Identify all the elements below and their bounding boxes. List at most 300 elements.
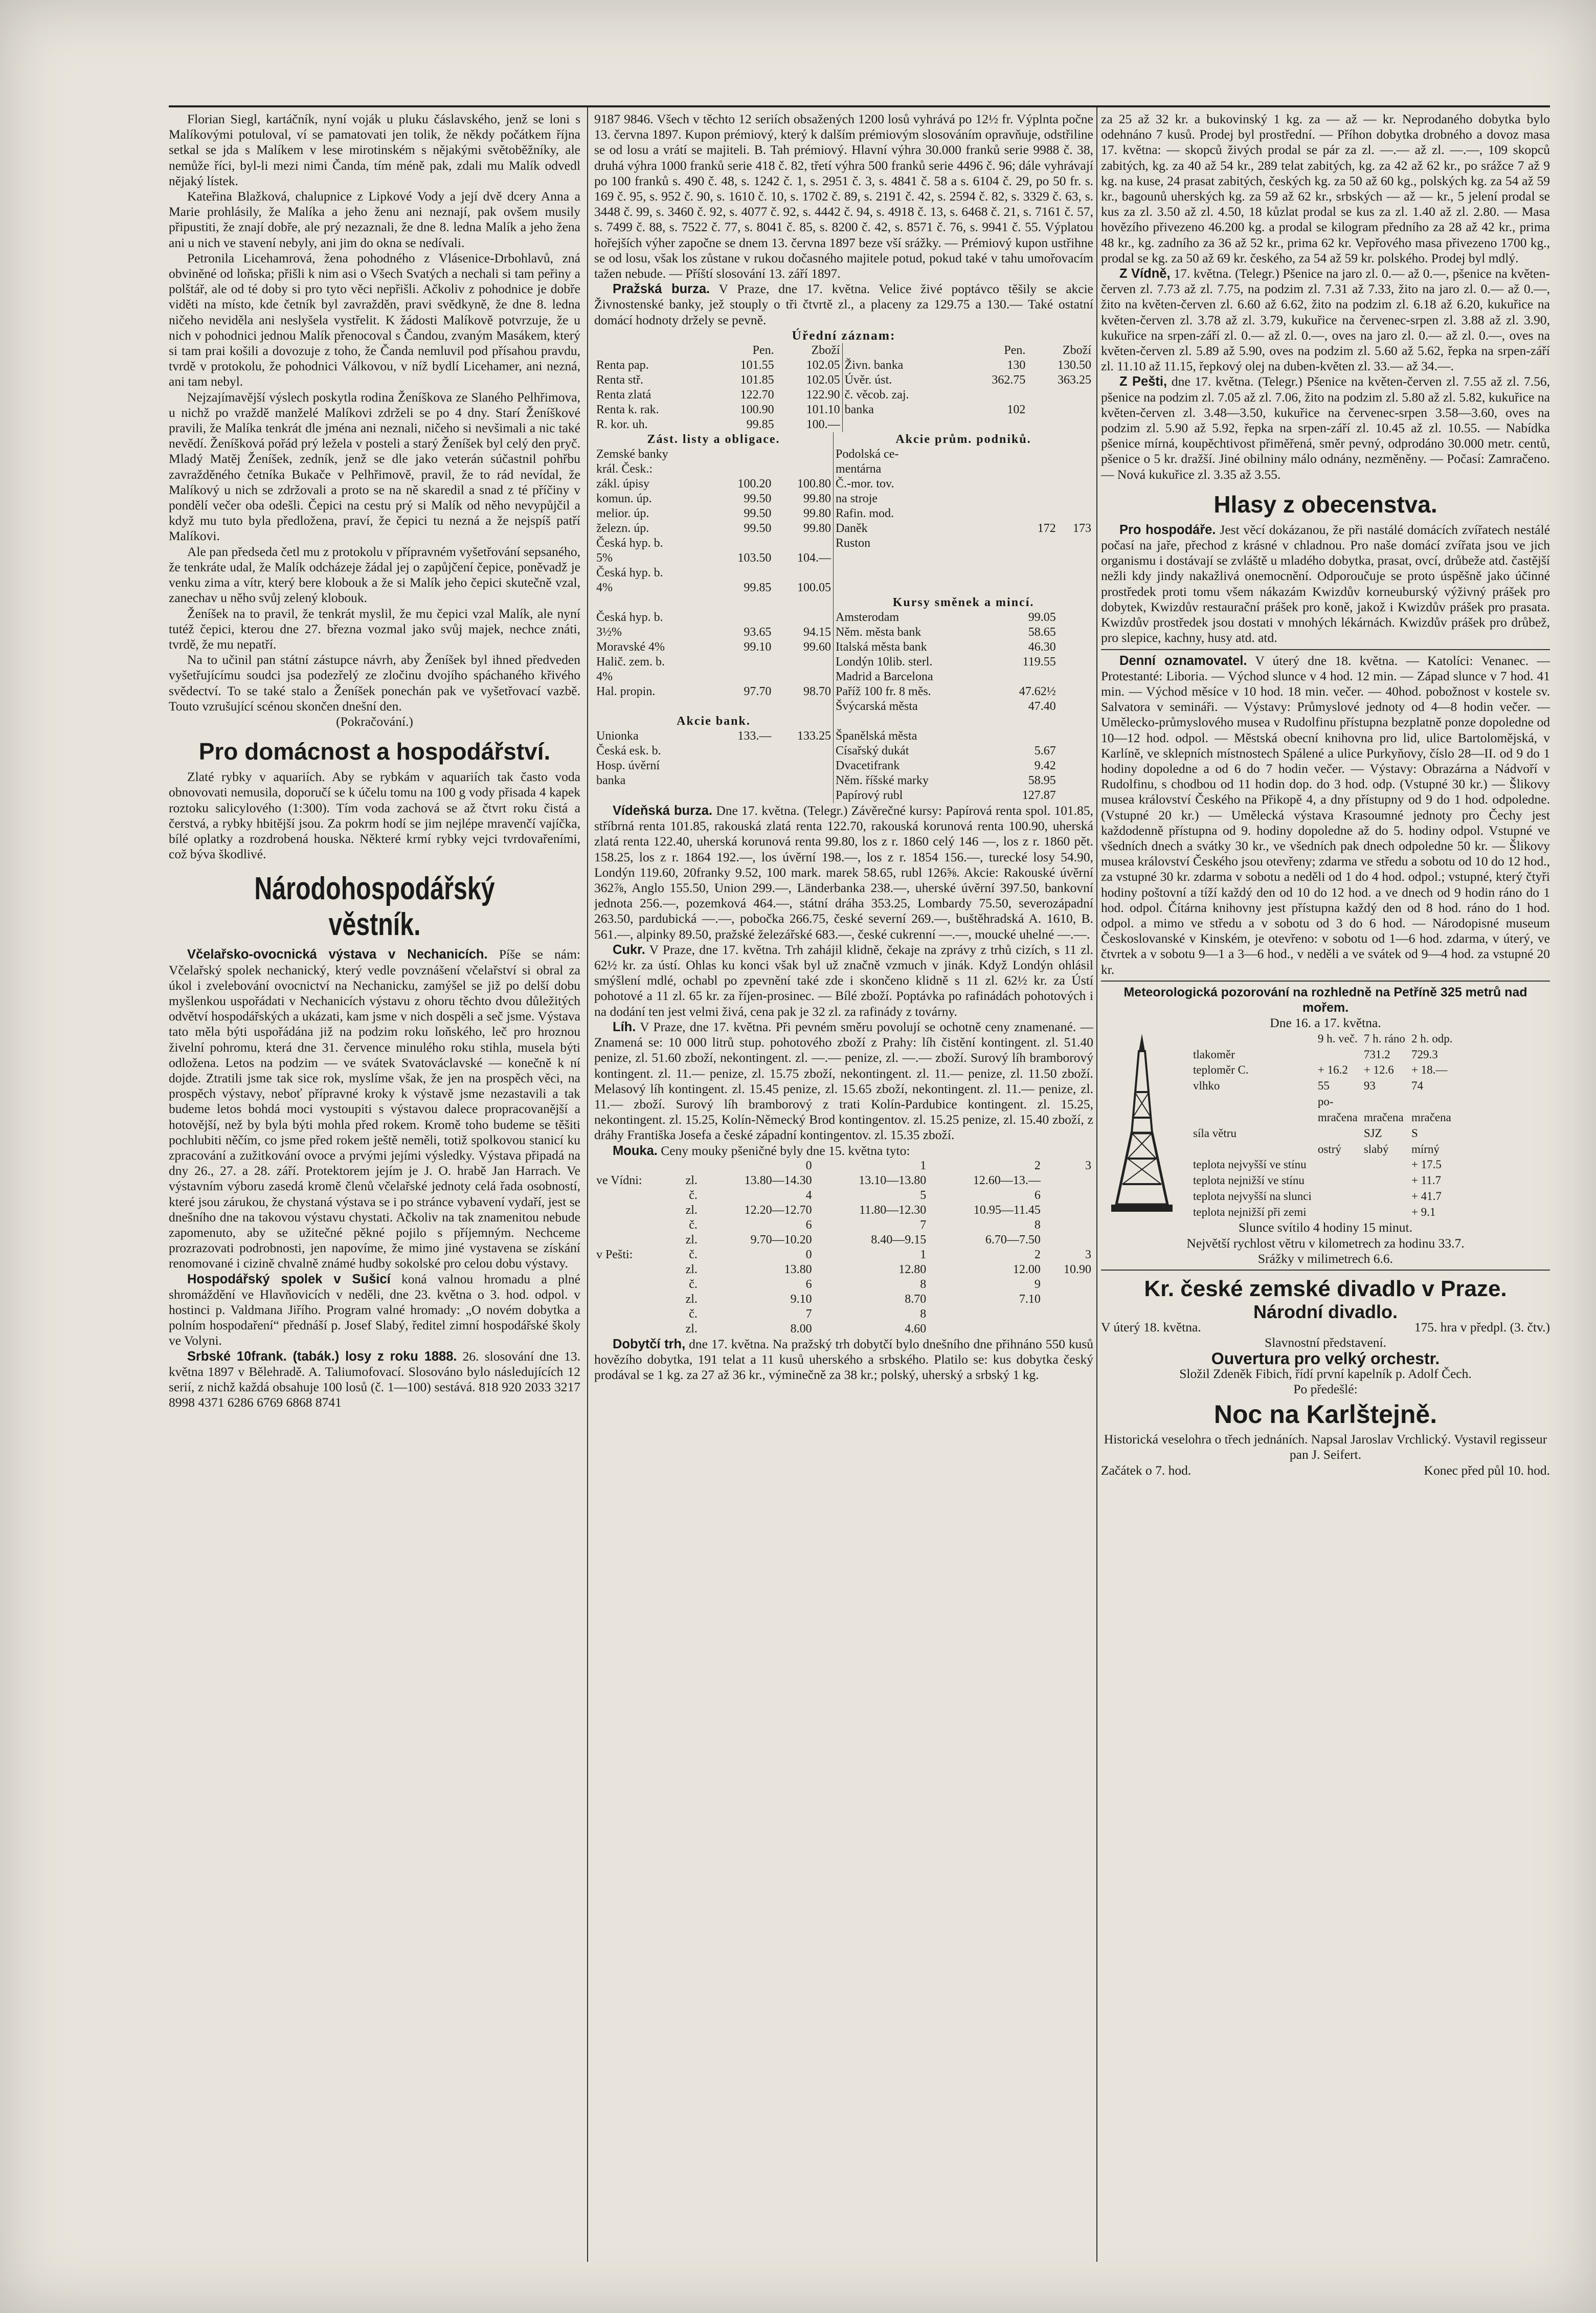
table-cell xyxy=(994,492,1058,506)
table-cell: 100.20 xyxy=(737,477,772,491)
table-cell xyxy=(714,699,773,714)
table-cell: ostrý xyxy=(1317,1142,1341,1155)
table-row xyxy=(594,595,1093,610)
table-cell: zl. xyxy=(685,1203,698,1217)
table-cell: Něm. města bank xyxy=(834,625,994,640)
table-cell xyxy=(1361,1157,1408,1173)
table-cell xyxy=(834,581,994,595)
table-row xyxy=(594,744,1093,759)
table-cell: 127.87 xyxy=(1022,789,1056,803)
table-cell: ve Vídni: xyxy=(596,1173,642,1187)
trial-paragraph: Nejzajímavější výslech poskytla rodina Ženíškova ze Slaného Pelhřimova, u nichž po vraždě manželé Malíkovi zdrželi se po 4 dny. Starí Ženíškové pravili, že Malíka tenkrát dle jména ani neznali, ničeho si nevšimali a nic také nevědí. Ženíšková pořád prý ležela v posteli a starý Ženíšek byl celý den pryč. Mladý Matěj Ženíšek, zedník, jenž se dle jako veterán súčastnil pohřbu zavražděného četníka Bukače v Pelhřimově, pravil, že to rád nevídal, že Malíkový u nich se zdržovali a proto se na ně skaredil a snad z té příčiny v pondělí večer oba odešli. Čepici na cestu prý si Malík od něho nevypůjčil a když mu tuto byla předložena, praví, že čepici tu nezná a že nejspíš patří Malíkovi. xyxy=(169,389,580,544)
theatre-line: Ouvertura pro velký orchestr. xyxy=(1211,1349,1440,1368)
table-cell xyxy=(773,744,833,759)
weather-note: Největší rychlost větru v kilometrech za hodinu 33.7. xyxy=(1186,1235,1465,1251)
article-body: Dne 17. května. (Telegr.) Závěrečné kursy: Papírová renta spol. 101.85, stříbrná renta 101.85, rakouská zlatá renta 122.70, rakouská korunová renta 100.90, uherská zlatá renta 122.40, uherská korunová renta 99.80, los z r. 1860 celý 146 —, los z r. 1860 pět. 158.25, los z r. 1864 192.—, los úvěrní 198.—, los z r. 1854 156.—, turecké losy 54.90, Londýn 119.60, 20franky 9.52, 100 mark. marek 58.65, rubl 126⅝. Akcie: Rakouské úvěrní 362⅞, Anglo 155.50, Union 299.—, Länderbanka 238.—, uherské úvěrní 397.50, bankovní jednota 256.—, pozemková 464.—, státní dráha 353.25, Lombardy 75.50, severozápadní 263.50, pardubická —.—, pobočka 266.75, české severní 269.—, buštěhradská A. 1610, B. 561.—, alpinky 89.50, pražské železářské 683.—, české cukrenní —.—, moucké uhelné —.—. xyxy=(594,803,1093,942)
table-cell: železn. úp. xyxy=(596,522,649,536)
table-cell: 729.3 xyxy=(1411,1048,1438,1061)
table-cell xyxy=(1058,759,1093,773)
table-row xyxy=(594,788,1093,803)
article-title: Srbské 10frank. (tabák.) losy z roku 1888. xyxy=(187,1349,457,1364)
table-cell xyxy=(1058,566,1093,581)
table-row xyxy=(594,1233,1093,1248)
table-row xyxy=(1190,1173,1455,1189)
table-row xyxy=(594,1277,1093,1292)
table-cell: 9.70—10.20 xyxy=(750,1233,812,1247)
table-cell: Zemské banky xyxy=(596,448,668,461)
quotes-table xyxy=(594,432,1093,803)
table-cell xyxy=(594,1277,674,1292)
table-cell: 172 xyxy=(1037,522,1056,536)
table-cell: 58.65 xyxy=(1028,626,1056,639)
table-row xyxy=(594,417,1093,432)
table-cell xyxy=(1315,1157,1361,1173)
table-cell xyxy=(773,566,833,581)
table-cell xyxy=(1058,744,1093,759)
table-cell xyxy=(714,773,773,788)
table-cell: 13.80—14.30 xyxy=(744,1173,812,1187)
trial-paragraph: Petronila Licehamrová, žena pohodného z Vlásenice-Drbohlavů, zná obviněné od loňska; přišli k nim asi o Všech Svatých a nechali si tam peřiny a polštář, ale od té doby si pro tyto věci nepřišli. Ačkoliv z pohodnice je dobře viděti na místo, kde četník byl zavražděn, pravi svědkyně, že dne 8. ledna ničeho neviděla ani neslyšela vystřelit. K žádosti Malíkově potvrzuje, že u nich v pohodnici jednou Malík přenocoval s Čandou, zvaným Masákem, který si tam prai košili a dovozuje z toho, že Čanda nemluvil pod přísahou pravdu, tvrdě v protokolu, že pohodnici Válkovou, v níž bydlí Licehamer, ani nezná, ani tam nebyl. xyxy=(169,250,580,389)
market-paragraph: za 25 až 32 kr. a bukovinský 1 kg. za — až — kr. Neprodaného dobytka bylo odehnáno 7 kusů. Prodej byl prostřední. — Příhon dobytka drobného a dovoz masa 17. května: — skopců živých prodal se pár za zl. —.— až zl. —.—, 109 skopců zabitých, kg. za 40 až 54 kr., 289 telat zabitých, kg. za 42 až 62 kr., po srážce 7 až 9 kg. na kuse, 24 prasat zabitých, českých kg. za 50 až 60 kg., polských kg. za 54 až 59 kr., bagounů uherských kg. za 59 až 62 kr., srbských — až — kr., 5 jelení prodal se kus za zl. 3.50 až zl. 4.50, 18 kůzlat prodal se kus za zl. 1.40 až zl. 2.80. — Masa hovězího přivezeno 46.200 kg. a prodal se kilogram předního za 28 až 42 kr., prima 48 kr., kg. zadního za 36 až 52 kr., prima 62 kr. Vepřového masa přivezeno 1700 kg., prodal se kg. za 50 až 69 kr. českého, za 54 až 59 kr. polského. Prodej byl mdlý. xyxy=(1101,112,1550,265)
table-cell xyxy=(1058,684,1093,699)
table-cell xyxy=(714,462,773,477)
table-cell: zákl. úpisy xyxy=(596,477,649,491)
table-cell xyxy=(994,581,1058,595)
table-cell: komun. úp. xyxy=(596,492,652,506)
table-row xyxy=(1190,1141,1455,1157)
table-cell: tlakoměr xyxy=(1193,1048,1235,1061)
table-cell xyxy=(1058,506,1093,521)
table-cell: 47.40 xyxy=(1028,700,1056,714)
table-cell: 3½% xyxy=(596,626,622,639)
table-cell xyxy=(1058,477,1093,492)
table-cell: teploměr C. xyxy=(1193,1063,1249,1077)
table-row xyxy=(594,477,1093,492)
theatre-line: Slavnostní představení. xyxy=(1265,1335,1386,1350)
table-cell xyxy=(834,566,994,581)
table-row xyxy=(1190,1157,1455,1173)
table-cell: mračena xyxy=(1411,1110,1451,1124)
weather-note: Srážky v milimetrech 6.6. xyxy=(1257,1251,1393,1266)
table-row xyxy=(1190,1094,1455,1110)
table-cell xyxy=(1315,1173,1361,1189)
table-row xyxy=(594,521,1093,536)
table-cell: 93.65 xyxy=(744,626,772,639)
article-body: V úterý dne 18. května. — Katolíci: Venanec. — Protestanté: Liboria. — Východ slunce v 4 hod. 12 min. — Západ slunce v 7 hod. 41 min. — Východ měsíce v 10 hod. 18 min. večer. — 40hod. pobožnost v kostele sv. Salvatora v semináři. — Výstavy: Průmyslové jednoty od 4—8 hodin večer. — Umělecko-průmyslového musea v Rudolfinu přístupna bezplatně ponze dopoledne od 10—12 hod. odpol. — Městská obecní knihovna pro lid, ulice Bartolomějská, v Karlíně, ve sklepních místnostech Spálené a ulice Purkyňovy, číslo 28—II. od 9 do 1 hodiny dopoledne a od 6 do 7 hodin večer. — Výstavy: Obrazárna a Nádvoří v Rudolfinu, s chodbou od 11 hodin dop. do 3 hod. odp. (Vstupné 30 kr.) — Šlikovy musea království Českého na Přikopě 4, a dny přístupny od 9 do 1 hod. odpoledne. (Vstupné 20 kr.) — Umělecká výstava Krasoumné jednoty pro Čechy jest každodenně přístupna od 9. hodiny dopoledne až do 5. hodiny odpol. Vstupné ve všedních dnech a svátky 30 kr., ve všedních pak dnech odpoledne 50 kr. — Šlikovy musea království Českého jsou otevřeny; zdarma ve středu a sobotu od 10 do 12 hod., za vstupné 30 kr. zdarma v sobotu a neděli od 1 do 4 hod. odpol.; vstupné, který čtyři hodiny poštovní a tíží každý den od 10 do 12 hod. a ve dnech od 9 hodin ráno do 1 hod. odpol. Čítárna knihovny jest přístupna každý den od 8 hod. ráno do 1 hod. odpol. a mimo ve středu a v sobotu od 3 do 6 hod. — Národopisné museum Českoslovanské v Kinském, je otevřeno: v sobotu od 1—6 hod. zdarma, v úterý, ve čtvrtek a v sobotu 9—1 a 3—6 hod., v neděli a ve svátek od 9—4 hod. za vstupné 20 kr. xyxy=(1101,653,1550,977)
table-cell: 99.50 xyxy=(744,522,772,536)
table-cell: 130 xyxy=(1007,359,1026,372)
table-row xyxy=(1190,1078,1455,1094)
table-cell xyxy=(1058,729,1093,744)
table-header: 1 xyxy=(920,1159,927,1172)
table-cell xyxy=(994,536,1058,551)
table-cell xyxy=(1043,1203,1093,1218)
article-title: Z Vídně, xyxy=(1119,266,1171,281)
article-title: Hospodářský spolek v Sušicí xyxy=(187,1272,391,1286)
table-cell: teplota nejnižší ve stínu xyxy=(1193,1174,1305,1187)
table-cell: 101.85 xyxy=(740,373,774,387)
table-cell xyxy=(1058,773,1093,788)
table-cell: Živn. banka xyxy=(842,358,962,373)
table-cell xyxy=(594,1322,674,1337)
table-cell xyxy=(773,536,833,551)
table-cell: 133.— xyxy=(737,729,772,743)
table-cell: + 17.5 xyxy=(1411,1158,1442,1171)
table-cell: SJZ xyxy=(1363,1126,1382,1140)
table-cell: 4% xyxy=(596,581,613,595)
table-row xyxy=(594,640,1093,655)
table-row xyxy=(594,625,1093,640)
table-cell xyxy=(1027,403,1093,417)
table-cell: č. xyxy=(689,1188,698,1202)
article-title: Cukr. xyxy=(613,942,645,957)
table-cell: 9.10 xyxy=(790,1292,812,1306)
table-header: Pen. xyxy=(1004,344,1026,358)
table-subheading: Akcie bank. xyxy=(677,715,751,728)
table-cell: č. xyxy=(689,1307,698,1321)
table-cell: + 9.1 xyxy=(1411,1205,1436,1218)
column-right xyxy=(1101,112,1550,2257)
article-body: V Praze, dne 17. května. Velice živé poptávco těšily se akcie Živnostenské banky, jež stouply o tři čtvrtě zl., a placeny za 129.75 a 130.— Také ostatní domácí hodnoty držely se pevně. xyxy=(594,281,1093,327)
table-cell xyxy=(1058,492,1093,506)
table-row xyxy=(594,1322,1093,1337)
table-cell: 7 xyxy=(805,1307,812,1321)
table-cell xyxy=(1315,1125,1361,1141)
table-cell xyxy=(1058,610,1093,625)
table-cell: Renta zlatá xyxy=(596,388,651,402)
table-row xyxy=(594,403,1093,417)
table-cell: 9.42 xyxy=(1034,759,1056,773)
table-cell: 6 xyxy=(805,1218,812,1232)
table-cell: 6 xyxy=(805,1277,812,1291)
table-cell: 10.90 xyxy=(1064,1262,1091,1276)
table-cell: 8.70 xyxy=(905,1292,927,1306)
table-cell xyxy=(1027,417,1093,432)
table-cell xyxy=(1361,1173,1408,1189)
table-cell: 8.40—9.15 xyxy=(871,1233,927,1247)
column-divider xyxy=(587,107,588,2262)
table-cell: 99.80 xyxy=(803,507,831,521)
table-row xyxy=(594,1262,1093,1277)
table-cell xyxy=(1315,1047,1361,1062)
table-cell: 10.95—11.45 xyxy=(973,1203,1041,1217)
table-cell: zl. xyxy=(685,1292,698,1306)
table-cell: Česká hyp. b. xyxy=(596,537,663,550)
table-cell: Švýcarská města xyxy=(834,699,994,714)
table-cell: Španělská města xyxy=(834,729,994,744)
table-subheading: Akcie prům. podniků. xyxy=(834,432,1093,447)
table-cell: 130.50 xyxy=(1058,359,1091,372)
divider xyxy=(1101,1270,1550,1271)
table-row xyxy=(594,358,1093,373)
table-row xyxy=(594,714,1093,729)
table-cell xyxy=(714,788,773,803)
table-cell: Č.-mor. tov. xyxy=(834,477,994,492)
table-cell: R. kor. uh. xyxy=(596,418,648,432)
column-divider xyxy=(1096,107,1097,2262)
table-row xyxy=(594,1159,1093,1173)
table-cell: 6.70—7.50 xyxy=(985,1233,1041,1247)
weather-date: Dne 16. a 17. května. xyxy=(1270,1015,1381,1031)
table-cell xyxy=(842,417,962,432)
table-cell: 102.05 xyxy=(806,359,840,372)
table-cell xyxy=(1058,655,1093,670)
article-title: Dobytčí trh, xyxy=(613,1337,686,1351)
table-cell: 5.67 xyxy=(1034,744,1056,758)
table-row xyxy=(1190,1031,1455,1047)
trial-paragraph: Florian Siegl, kartáčník, nyní voják u pluku čáslavského, jenž se loni s Malíkovými potuloval, ví se pamatovati jen tolik, že někdy počátkem října setkal se jda s Malíkem v lese mirotinském s nějakými světoběžníky, ale nemůže říci, byl-li mezi nimi Čanda, tím méně pak, zdali mu Malík odvedl nějaký lístek. xyxy=(169,112,580,188)
table-cell: 4 xyxy=(805,1188,812,1202)
article-title: Pražská burza. xyxy=(613,282,710,297)
table-row xyxy=(1190,1047,1455,1062)
table-row xyxy=(1190,1062,1455,1078)
table-cell: teplota nejvyšší na slunci xyxy=(1193,1190,1312,1203)
table-cell: 8 xyxy=(920,1307,927,1321)
theatre-start: Začátek o 7. hod. xyxy=(1101,1462,1192,1478)
table-row xyxy=(594,773,1093,788)
table-cell xyxy=(773,462,833,477)
table-cell: 100.80 xyxy=(797,477,831,491)
lottery-paragraph: 9187 9846. Všech v těchto 12 seriích obsažených 1200 losů vyhrává po 12½ fr. Výplnta počne 13. června 1897. Kupon prémiový, který k dalším prémiovým slosováním opravňuje, odstřiline se od losu a vrátí se majiteli. B. Tah prémiový. Hlavní výhra 30.000 franků serie 9988 č. 38, druhá výhra 1000 franků serie 418 č. 82, třetí výhra 500 franků serie 4496 č. 96; dále vyhrávají po 100 franků s. 490 č. 48, s. 1242 č. 1, s. 2951 č. 3, s. 4841 č. 58 a s. 6104 č. 29, po 50 fr. s. 169 č. 95, s. 952 č. 90, s. 1610 č. 10, s. 1702 č. 89, s. 2191 č. 42, s. 2594 č. 82, s. 3329 č. 63, s. 3448 č. 99, s. 3460 č. 92, s. 4077 č. 92, s. 4442 č. 94, s. 4918 č. 13, s. 6468 č. 21, s. 7161 č. 57, s. 7499 č. 88, s. 7522 č. 77, s. 8041 č. 85, s. 8200 č. 42, s. 8571 č. 76, s. 9941 č. 55. Výplatou hořejších výher započne se dnem 13. června 1897 beze vší srážky. — Prémiový kupon ustřihne se od losu, však los zůstane v rukou dočasného majitele potud, pokud také v tahu umořovacím tažen nebude. — Příští slosování 13. září 1897. xyxy=(594,112,1093,281)
section-heading: Hlasy z obecenstva. xyxy=(1213,491,1437,518)
table-header: 7 h. ráno xyxy=(1363,1032,1405,1045)
table-cell: zl. xyxy=(685,1322,698,1336)
table-row xyxy=(594,655,1093,670)
table-row xyxy=(594,729,1093,744)
table-cell: Daněk xyxy=(834,521,994,536)
table-cell xyxy=(594,1292,674,1307)
table-cell: mračena xyxy=(1317,1110,1358,1124)
table-cell xyxy=(594,1262,674,1277)
table-cell xyxy=(1190,1141,1315,1157)
table-cell xyxy=(714,655,773,670)
article-body: Píše se nám: Včelařský spolek nechanický, který vedle povznášení včelařství si obral za úkol i zvelebování ovocnictví na Nechanicku, zamýšel se již po delší dobu myšlenkou uspořádati v Nechanicích výstavu z ohoru těchto dvou důležitých odvětví hospodářských a ukázati, kam jsme v nich dospěli a seč jsme. Výstava tato měla býti uspořádána již na podzim roku loňského, leč pro hroznou živelní pohromu, která dne 31. července minulého roku stihla, musela býti odložena. Letos na podzim — ve svátek Svatováclavské — konečně k ní dojde. Ztratili jsme tak sice rok, myslíme však, že jen na prospěch věci, na prospěch výstavy, neboť přípravné kroky k výstavě jsme nezastavili a tak budeme letos bohdá moci vystoupiti s výstavou dalece propracovanější a hotovější, než by byla býti mohla před rokem. Kromě toho budeme se těšiti pochlubiti něčím, co jsme před rokem ještě neměli, totiž spolkovou stanicí ku zpracování a zužitkování ovoce a prvými jejími výsledky. Výstava připadá na dny 26., 27. a 28. září. Protektorem jejím je J. O. hrabě Jan Harrach. Ve výstavním výboru zasedá kromě členů včelařské jednoty celá řada osobností, které jsou zárukou, že chystaná výstava se i po stránce vybavení vydaří, jest se dnešního dne na takovou výstavu chystati. Ačkoliv na tak znamenitou nebude zapomenuto, aby se užitečné pěkné pojilo s příjemným. Nechceme prozrazovati podrobnosti, jen napovíme, že mimo jiné vystavena se získání renomované i cizině chvalně známé hudby sokolské pro celou dobu výstavy. xyxy=(169,947,580,1271)
table-cell: zl. xyxy=(685,1262,698,1276)
table-row xyxy=(594,759,1093,773)
table-cell: 362.75 xyxy=(992,373,1026,387)
table-cell xyxy=(594,1203,674,1218)
table-cell xyxy=(773,788,833,803)
table-cell: Česká esk. b. xyxy=(596,744,661,758)
table-cell xyxy=(928,1307,1043,1322)
table-cell: 99.85 xyxy=(744,581,772,595)
table-row xyxy=(594,610,1093,625)
table-cell: 99.80 xyxy=(803,492,831,506)
table-cell: Italská města bank xyxy=(834,640,994,655)
table-cell: mračena xyxy=(1363,1110,1404,1124)
table-cell xyxy=(1058,670,1093,684)
table-cell: 8 xyxy=(920,1277,927,1291)
table-row xyxy=(594,343,1093,358)
table-row xyxy=(594,536,1093,551)
table-row xyxy=(1190,1125,1455,1141)
table-cell xyxy=(994,447,1058,462)
table-header: 3 xyxy=(1085,1159,1091,1172)
table-cell: 99.05 xyxy=(1028,611,1056,625)
table-cell: 7 xyxy=(920,1218,927,1232)
theatre-play-title: Noc na Karlštejně. xyxy=(1213,1400,1437,1429)
table-subheading: Kursy směnek a mincí. xyxy=(834,595,1093,610)
article-body: dne 17. května. Na pražský trh dobytčí bylo dnešního dne přihnáno 550 kusů hovězího dobytka, 191 telat a 11 kusů uherského a srbského. Platilo se: kus dobytka český prodával se 1 kg. za 27 až 36 kr., výminečně za 38 kr.; polský, uherský a srbský 1 kg. xyxy=(594,1336,1093,1383)
table-cell: 55 xyxy=(1317,1079,1330,1093)
table-cell: mírný xyxy=(1411,1142,1440,1155)
table-cell xyxy=(994,729,1058,744)
table-cell: + 41.7 xyxy=(1411,1190,1442,1203)
theatre-line: Po předešlé: xyxy=(1293,1382,1358,1396)
article-body: dne 17. května. (Telegr.) Pšenice na květen-červen zl. 7.55 až zl. 7.56, pšenice na podzim zl. 7.05 až zl. 7.06, žito na podzim zl. 5.80 až zl. 5.82, kukuřice na květen-červen zl. 3.48—3.50, kukuřice na červenec-srpen 3.58—3.60, oves na podzim zl. 5.90 až 5.92, řepka na srpen-září zl. 10.45 až zl. 10.55. — Nabídka pšenice mírná, koupěchtivost přiměřená, směr pevný, odprodáno 30.000 metr. centů, pšenice o 5 kr. dražší. Jiné obilniny málo odnány, nezměněny. — Počasí: Zamračeno. — Nová kukuřice zl. 3.35 až 3.55. xyxy=(1101,374,1550,482)
table-cell xyxy=(1361,1204,1408,1220)
table-row xyxy=(594,506,1093,521)
table-cell xyxy=(773,759,833,773)
table-cell xyxy=(1058,581,1093,595)
table-header: 0 xyxy=(805,1159,812,1172)
table-cell xyxy=(594,788,714,803)
theatre-date: V úterý 18. května. xyxy=(1101,1320,1201,1335)
table-header: Pen. xyxy=(752,344,774,358)
theatre-subscription: 175. hra v předpl. (3. čtv.) xyxy=(1414,1320,1550,1335)
section-heading: Pro domácnost a hospodářství. xyxy=(198,738,551,765)
continuation-note: (Pokračování.) xyxy=(336,714,413,729)
table-cell: 11.80—12.30 xyxy=(859,1203,927,1217)
article-body: 17. května. (Telegr.) Pšenice na jaro zl. 0.— až 0.—, pšenice na květen-červen zl. 7.73 až zl. 7.75, na podzim zl. 7.31 až 7.33, žito na jaro zl. 0.— až 0.—, žito na květen-červen zl. 6.60 až 6.62, žito na podzim zl. 6.18 až 6.20, kukuřice na květen-červen zl. 3.78 až zl. 3.79, kukuřice na červenec-srpen zl. 3.88 až zl. 3.90, kukuřice na srpen-září zl. 0.— až zl. 0.—, oves na jaro zl. 0.— až zl. 0.—, oves na květen-červen zl. 5.89 až 5.90, oves na podzim zl. 5.60 až 5.62, řepka na srpen-září zl. 11.10 až 11.15, řepkový olej na duben-květen zl. 33.— až 34.—. xyxy=(1101,266,1550,374)
table-cell: síla větru xyxy=(1193,1126,1237,1140)
table-cell: 94.15 xyxy=(803,626,831,639)
table-cell xyxy=(1043,1292,1093,1307)
trial-paragraph: Na to učinil pan státní zástupce návrh, aby Ženíšek byl ihned předveden vyšetřujícímu soudci jsa podezřelý ze zločinu dvojího spáchaného křivého svědectví. To se také stalo a Ženíšek ponechán pak ve vyšetřovací vazbě. Touto vzrušující scénou skončen dnešní den. xyxy=(169,652,580,714)
table-cell: Hosp. úvěrní xyxy=(596,759,660,773)
table-cell: teplota nejvyšší ve stínu xyxy=(1193,1158,1307,1171)
table-cell xyxy=(1315,1189,1361,1205)
table-cell: + 11.7 xyxy=(1411,1174,1442,1187)
table-cell: 99.10 xyxy=(744,640,772,654)
table-cell: král. Česk.: xyxy=(596,462,653,476)
table-row xyxy=(594,581,1093,595)
table-cell: 100.90 xyxy=(740,403,774,417)
article-body: Ceny mouky pšeničné byly dne 15. května tyto: xyxy=(661,1143,910,1158)
table-row xyxy=(594,432,1093,447)
table-cell: 104.— xyxy=(797,551,831,565)
theatre-end: Konec před půl 10. hod. xyxy=(1424,1462,1550,1478)
table-row xyxy=(594,462,1093,477)
table-cell: Unionka xyxy=(596,729,639,743)
table-row xyxy=(594,388,1093,403)
column-middle xyxy=(594,112,1093,2257)
table-cell: 731.2 xyxy=(1363,1048,1390,1061)
table-cell: 119.55 xyxy=(1022,655,1056,669)
table-cell: 98.70 xyxy=(803,685,831,699)
table-cell xyxy=(994,477,1058,492)
table-cell: 47.62½ xyxy=(1019,685,1056,699)
table-cell: 8 xyxy=(1034,1218,1041,1232)
table-cell: + 16.2 xyxy=(1317,1063,1348,1077)
table-cell: 97.70 xyxy=(744,685,772,699)
table-cell: č. xyxy=(689,1248,698,1261)
table-row xyxy=(594,1248,1093,1262)
article-title: Denní oznamovatel. xyxy=(1119,653,1247,668)
table-cell: Ruston xyxy=(834,536,994,551)
divider xyxy=(1101,649,1550,650)
table-cell xyxy=(1043,1218,1093,1233)
table-cell: 103.50 xyxy=(737,551,772,565)
table-cell: č. xyxy=(689,1277,698,1291)
table-cell: Londýn 10lib. sterl. xyxy=(834,655,994,670)
table-row xyxy=(594,1173,1093,1188)
flour-table xyxy=(594,1159,1093,1337)
table-cell: 74 xyxy=(1411,1079,1423,1093)
table-row xyxy=(1190,1110,1455,1126)
article-title: Včelařsko-ovocnická výstava v Nechanicích. xyxy=(187,947,488,962)
table-cell xyxy=(714,744,773,759)
article-body: koná valnou hromadu a plné shromáždění ve Hlavňovicích v neděli, dne 23. května o 3. hod. odpol. v hostinci p. Valdmana Jiřího. Program valné hromady: „O novém dobytka a polním hospodaření“ přednáší p. Josef Slabý, ředitel zimní hospodářské školy ve Volyni. xyxy=(169,1271,580,1348)
table-cell: 1 xyxy=(920,1248,927,1261)
table-cell: 13.80 xyxy=(784,1262,812,1276)
table-cell xyxy=(1190,1094,1315,1110)
table-row xyxy=(594,551,1093,566)
table-cell xyxy=(714,610,773,625)
table-cell xyxy=(928,1322,1043,1337)
table-cell: 12.60—13.— xyxy=(973,1173,1041,1187)
table-cell xyxy=(834,551,994,566)
table-cell xyxy=(1058,551,1093,566)
table-cell: 8.00 xyxy=(790,1322,812,1336)
table-cell: Něm. říšské marky xyxy=(834,773,994,788)
table-cell xyxy=(1190,1110,1315,1126)
table-cell: 3 xyxy=(1085,1248,1091,1261)
table-cell xyxy=(773,670,833,684)
trial-paragraph: Ale pan předseda četl mu z protokolu v přípravném vyšetřování sepsaného, že tenkráte udal, že Malík odcházeje žádal jej o zapůjčení čepice, poněvadž je venku zima a vítr, který bere klobouk a že si Malík jeho čepici skutečně vzal, zanechav u něho svůj zelený klobouk. xyxy=(169,544,580,606)
divider xyxy=(1101,981,1550,982)
table-cell xyxy=(1043,1277,1093,1292)
table-cell: 4% xyxy=(596,670,613,684)
table-cell: po- xyxy=(1317,1095,1334,1108)
column-left xyxy=(169,112,580,2257)
table-cell xyxy=(1043,1233,1093,1248)
table-cell: 12.80 xyxy=(898,1262,927,1276)
table-row xyxy=(594,684,1093,699)
table-cell: 102.05 xyxy=(806,373,840,387)
table-cell xyxy=(714,759,773,773)
table-row xyxy=(594,492,1093,506)
section-heading: Národohospodářský věstník. xyxy=(254,871,495,943)
table-row xyxy=(594,1203,1093,1218)
theatre-title: Kr. české zemské divadlo v Praze. xyxy=(1144,1276,1507,1301)
table-cell: Úvěr. úst. xyxy=(842,373,962,388)
table-cell: 2 xyxy=(1034,1248,1041,1261)
table-cell xyxy=(1058,536,1093,551)
table-cell: + 18.— xyxy=(1411,1063,1448,1077)
theatre-time-row xyxy=(1101,1463,1550,1478)
table-cell xyxy=(773,610,833,625)
table-cell: 6 xyxy=(1034,1188,1041,1202)
table-cell: Česká hyp. b. xyxy=(596,566,663,580)
table-row xyxy=(594,1292,1093,1307)
table-cell xyxy=(994,506,1058,521)
table-cell: 99.60 xyxy=(803,640,831,654)
trial-paragraph: Ženíšek na to pravil, že tenkrát myslil, že mu čepici vzal Malík, ale nyní tutéž čepici, kterou dne 27. března vozmal jako svůj majek, nechce znáti, tvrdě, že mu nepatří. xyxy=(169,606,580,652)
article-title: Pro hospodáře. xyxy=(1119,522,1216,537)
table-cell: 5 xyxy=(920,1188,927,1202)
table-cell: 12.20—12.70 xyxy=(744,1203,812,1217)
table-cell: 102 xyxy=(1007,403,1026,417)
table-cell: 13.10—13.80 xyxy=(859,1173,927,1187)
article-title: Vídeňská burza. xyxy=(613,804,713,818)
table-cell xyxy=(1058,788,1093,803)
table-cell xyxy=(773,447,833,462)
table-cell: č. xyxy=(689,1218,698,1232)
table-cell: vlhko xyxy=(1193,1079,1220,1093)
weather-heading: Meteorologická pozorování na rozhledně na Petříně 325 metrů nad mořem. xyxy=(1123,985,1527,1015)
table-header: 2 xyxy=(1034,1159,1041,1172)
